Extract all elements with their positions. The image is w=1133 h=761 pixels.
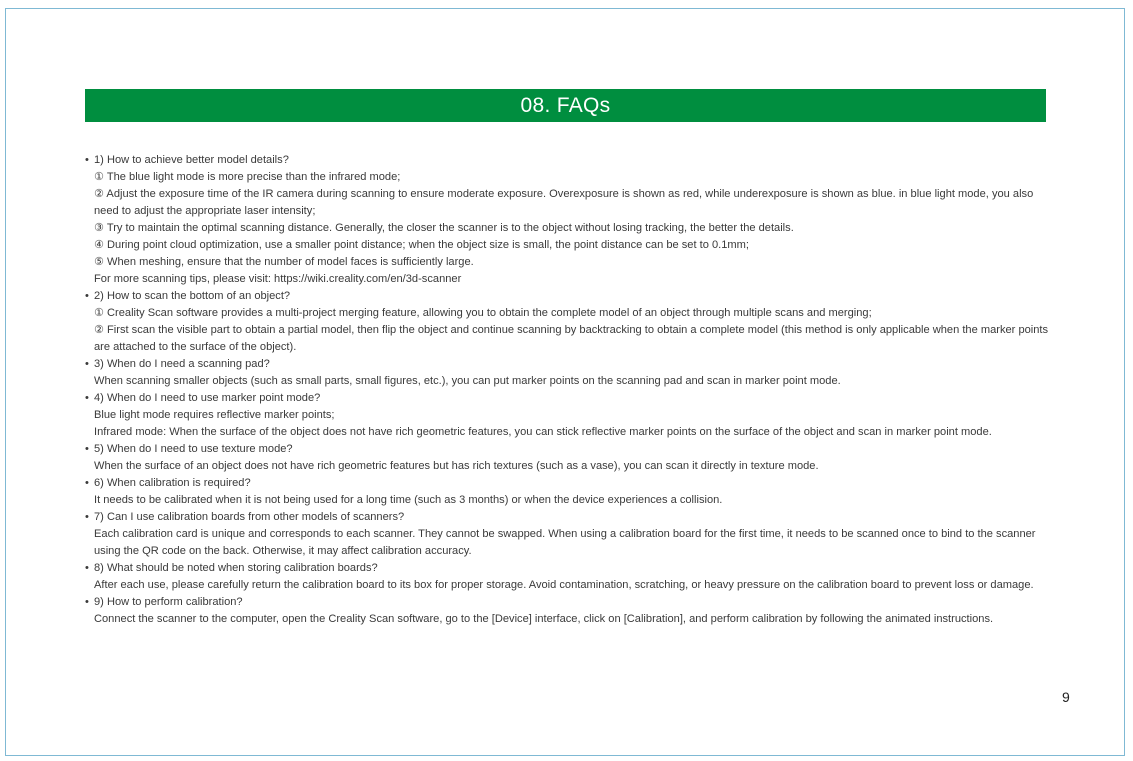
faq-answer-line: ① Creality Scan software provides a multi-project merging feature, allowing you to obtain the complete model of an object through multiple scans and merging; [94, 307, 872, 319]
faq-item [85, 441, 1050, 475]
faq-answer-line: It needs to be calibrated when it is not being used for a long time (such as 3 months) or when the device experiences a collision. [94, 494, 723, 506]
faq-question [85, 560, 1050, 577]
faq-question [85, 390, 1050, 407]
bullet-icon: • [85, 511, 89, 523]
faq-question [85, 152, 1050, 169]
bullet-icon: • [85, 154, 89, 166]
bullet-icon: • [85, 443, 89, 455]
faq-question-text: 4) When do I need to use marker point mode? [94, 392, 321, 404]
faq-item [85, 509, 1050, 560]
faq-question-text: 1) How to achieve better model details? [94, 154, 289, 166]
section-header-bar [85, 89, 1046, 122]
faq-question [85, 594, 1050, 611]
faq-question-text: 6) When calibration is required? [94, 477, 251, 489]
faq-item [85, 288, 1050, 356]
page-number: 9 [1062, 689, 1070, 705]
faq-answer-line: Blue light mode requires reflective marker points; [94, 409, 335, 421]
bullet-icon: • [85, 392, 89, 404]
faq-item [85, 594, 1050, 628]
faq-question-text: 7) Can I use calibration boards from other models of scanners? [94, 511, 405, 523]
faq-answer-line: For more scanning tips, please visit: https://wiki.creality.com/en/3d-scanner [94, 273, 462, 285]
faq-question [85, 288, 1050, 305]
faq-question [85, 509, 1050, 526]
faq-question-text: 5) When do I need to use texture mode? [94, 443, 293, 455]
faq-question-text: 8) What should be noted when storing calibration boards? [94, 562, 378, 574]
bullet-icon: • [85, 290, 89, 302]
faq-answer-line: ⑤ When meshing, ensure that the number of model faces is sufficiently large. [94, 256, 474, 268]
faq-answer-line: When scanning smaller objects (such as small parts, small figures, etc.), you can put marker points on the scanning pad and scan in marker point mode. [94, 375, 841, 387]
faq-item [85, 152, 1050, 288]
faq-item [85, 475, 1050, 509]
faq-item [85, 390, 1050, 441]
bullet-icon: • [85, 596, 89, 608]
faq-answer-line: ① The blue light mode is more precise than the infrared mode; [94, 171, 401, 183]
bullet-icon: • [85, 358, 89, 370]
faq-answer-line: ④ During point cloud optimization, use a smaller point distance; when the object size is small, the point distance can be set to 0.1mm; [94, 239, 749, 251]
section-title: 08. FAQs [520, 93, 611, 117]
faq-answer-line: Connect the scanner to the computer, open the Creality Scan software, go to the [Device] interface, click on [Calibration], and perform calibration by following the animated instructions. [94, 613, 994, 625]
faq-question-text: 2) How to scan the bottom of an object? [94, 290, 291, 302]
faq-answer-line: ③ Try to maintain the optimal scanning distance. Generally, the closer the scanner is to the object without losing tracking, the better the details. [94, 222, 794, 234]
faq-question [85, 441, 1050, 458]
bullet-icon: • [85, 477, 89, 489]
faq-item [85, 560, 1050, 594]
faq-answer-line: After each use, please carefully return the calibration board to its box for proper storage. Avoid contamination, scratching, or heavy pressure on the calibration board to prevent loss or damage. [94, 579, 1034, 591]
bullet-icon: • [85, 562, 89, 574]
faq-question-text: 3) When do I need a scanning pad? [94, 358, 270, 370]
faq-answer-line: Infrared mode: When the surface of the object does not have rich geometric features, you can stick reflective marker points on the surface of the object and scan in marker point mode. [94, 426, 992, 438]
faq-question [85, 475, 1050, 492]
faq-question [85, 356, 1050, 373]
faq-list [85, 152, 1050, 628]
faq-answer-line: Each calibration card is unique and corresponds to each scanner. They cannot be swapped. When using a calibration board for the first time, it needs to be scanned once to bind to the scanner using the QR code on the back. Otherwise, it may affect calibration accuracy. [94, 528, 1036, 557]
faq-answer-line: ② First scan the visible part to obtain a partial model, then flip the object and continue scanning by backtracking to obtain a complete model (this method is only applicable when the marker points are attached to the surface of the object). [94, 324, 1049, 353]
faq-question-text: 9) How to perform calibration? [94, 596, 243, 608]
faq-answer-line: When the surface of an object does not have rich geometric features but has rich textures (such as a vase), you can scan it directly in texture mode. [94, 460, 819, 472]
faq-item [85, 356, 1050, 390]
faq-answer-line: ② Adjust the exposure time of the IR camera during scanning to ensure moderate exposure. Overexposure is shown as red, while underexposure is shown as blue. in blue light mode, you also need to adjust the appropriate laser intensity; [94, 188, 1034, 217]
